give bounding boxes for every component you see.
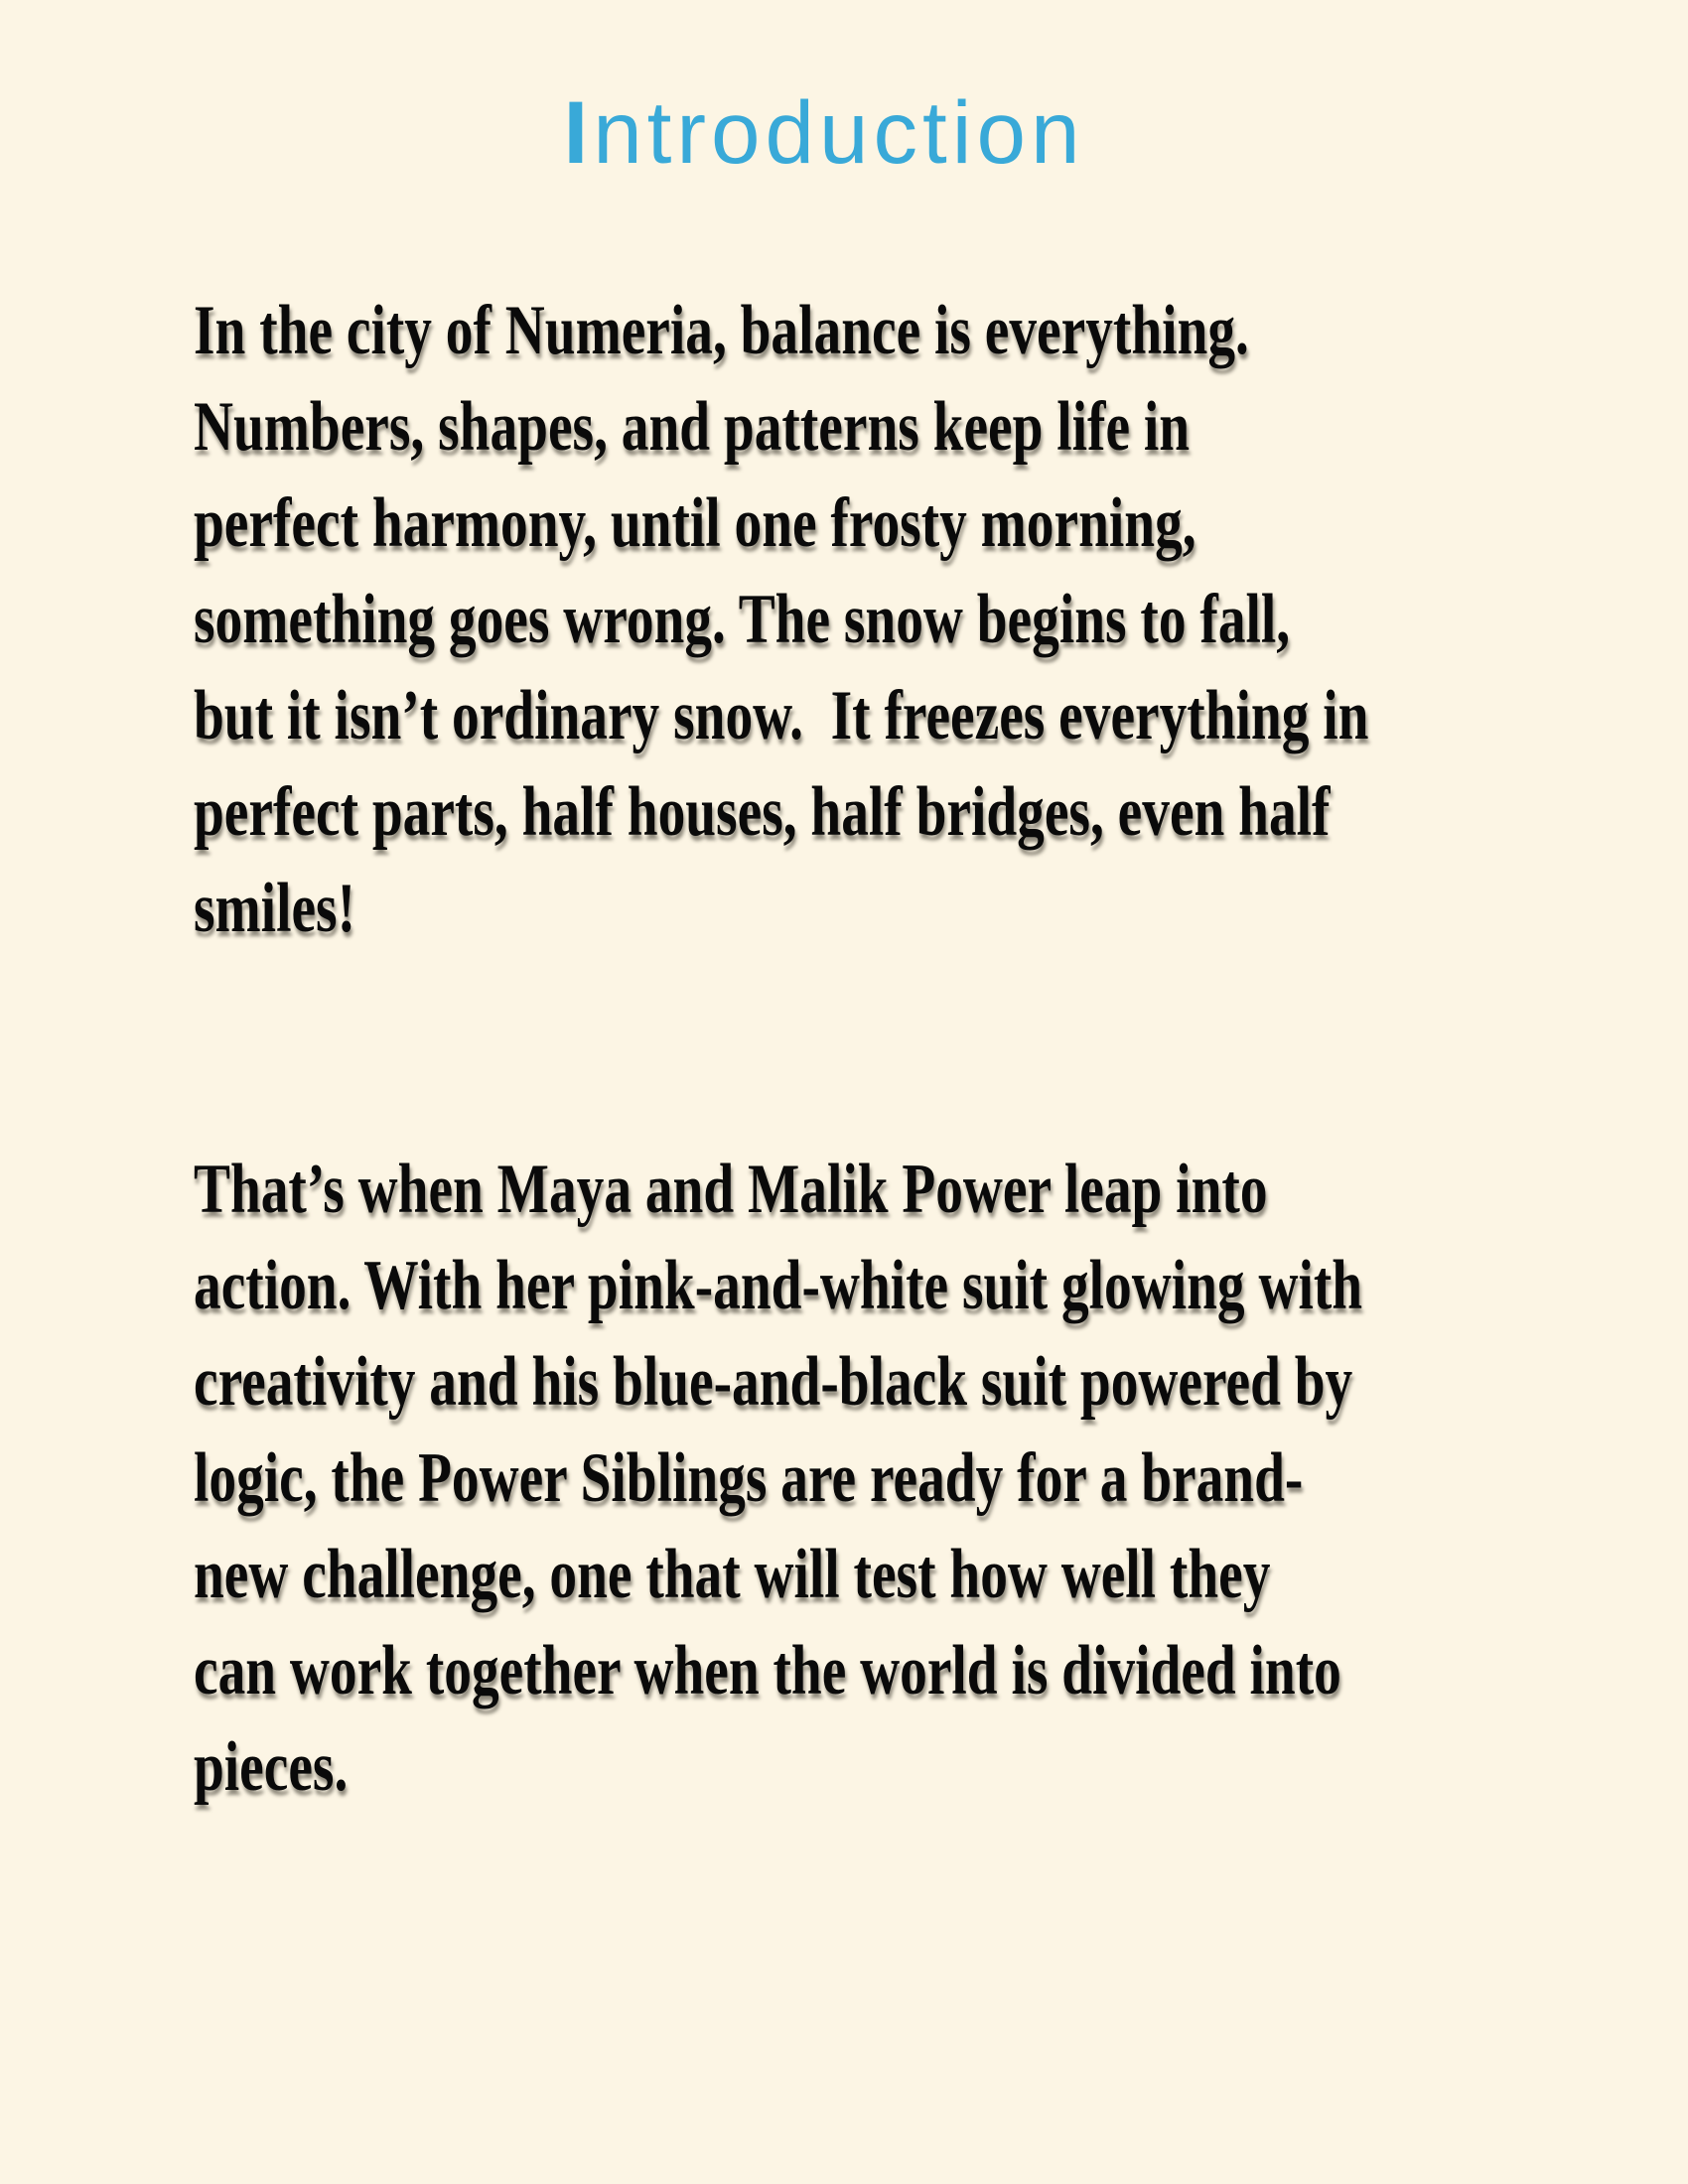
text-line: new challenge, one that will test how well they xyxy=(194,1536,1271,1613)
intro-paragraph-2 xyxy=(194,1142,1642,1816)
text-line: but it isn’t ordinary snow. It freezes everything in xyxy=(194,677,1369,754)
text-line: Numbers, shapes, and patterns keep life in xyxy=(194,388,1191,466)
text-line: action. With her pink-and-white suit glowing with xyxy=(194,1247,1363,1324)
text-line: can work together when the world is divided into xyxy=(194,1632,1341,1709)
intro-paragraph-1 xyxy=(194,283,1642,957)
text-line: In the city of Numeria, balance is everything. xyxy=(194,292,1249,369)
text-line: pieces. xyxy=(194,1728,349,1806)
text-line: something goes wrong. The snow begins to fall, xyxy=(194,581,1291,658)
text-line: That’s when Maya and Malik Power leap into xyxy=(194,1151,1268,1228)
text-line: smiles! xyxy=(194,870,356,947)
text-line: logic, the Power Siblings are ready for a brand- xyxy=(194,1439,1304,1517)
text-line: creativity and his blue-and-black suit powered by xyxy=(194,1343,1353,1421)
text-line: perfect harmony, until one frosty morning, xyxy=(194,484,1196,562)
text-line: perfect parts, half houses, half bridges, even half xyxy=(194,773,1331,851)
page-title: Introduction xyxy=(563,82,1085,182)
